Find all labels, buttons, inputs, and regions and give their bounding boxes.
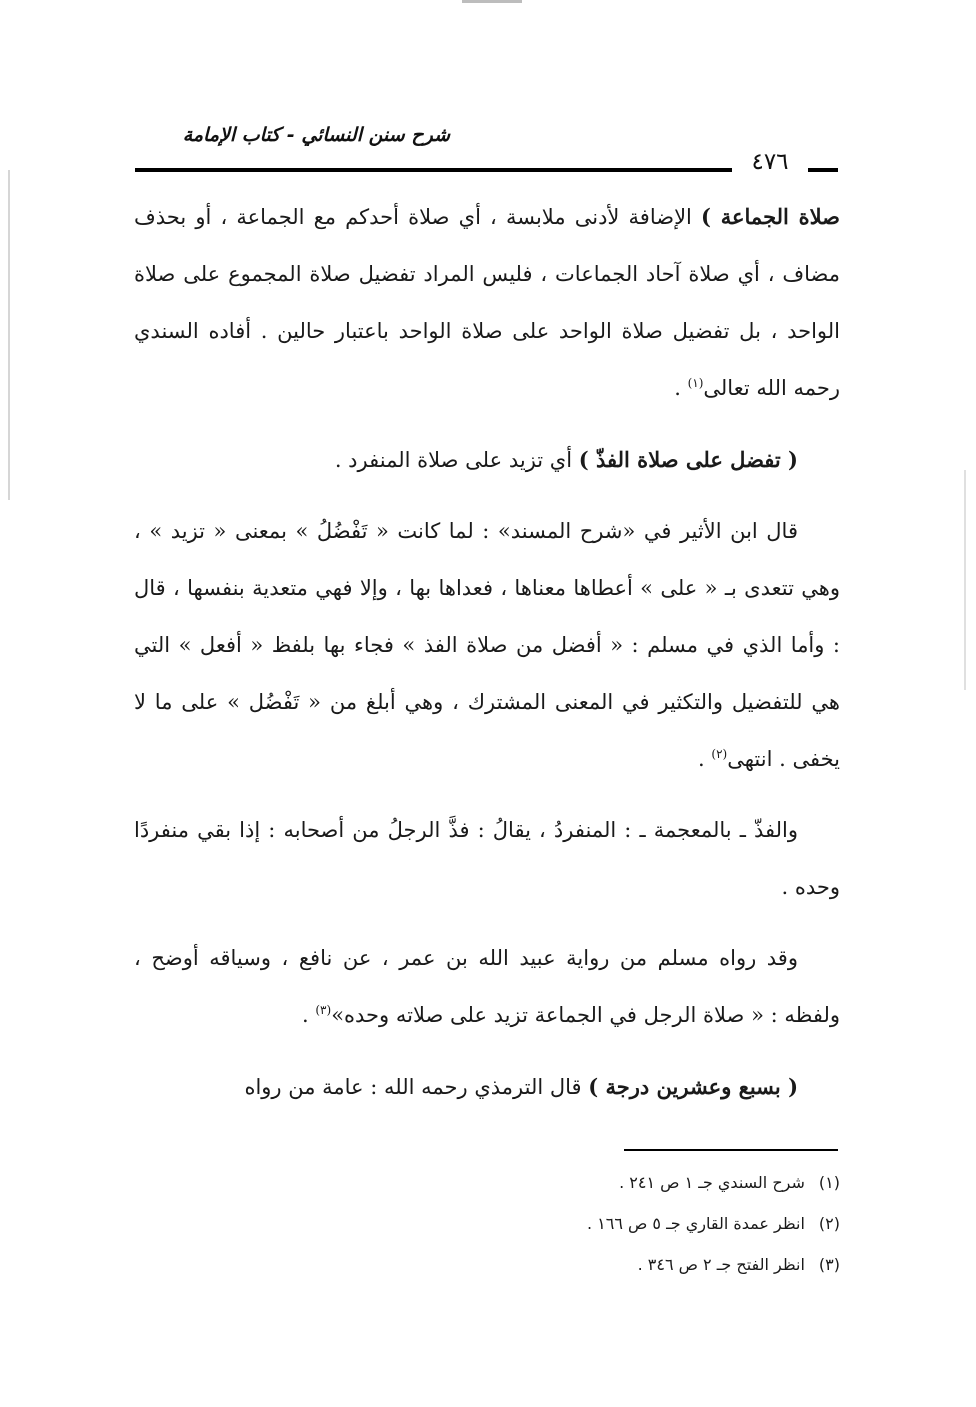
footnotes: [300, 1162, 840, 1285]
page-number: ٤٧٦: [751, 149, 789, 175]
scan-artifact-left-edge: [8, 170, 10, 500]
paragraph-6: [134, 1058, 840, 1116]
footnote-1-text: شرح السندي جـ ١ ص ٢٤١ .: [619, 1173, 805, 1192]
footnote-1-number: (١): [818, 1173, 840, 1192]
footnote-ref-1[interactable]: (١): [687, 376, 704, 390]
footnote-ref-3[interactable]: (٣): [315, 1003, 332, 1017]
header-rule: [135, 168, 732, 172]
scan-artifact-right-edge: [964, 470, 966, 690]
footnote-2-number: (٢): [818, 1214, 840, 1233]
footnote-3-number: (٣): [818, 1255, 840, 1274]
footnote-2-text: انظر عمدة القاري جـ ٥ ص ١٦٦ .: [586, 1214, 805, 1233]
footnote-separator: [624, 1149, 838, 1151]
paragraph-3-tail: .: [698, 747, 712, 771]
main-text: [134, 188, 840, 1116]
paragraph-2-text: أي تزيد على صلاة المنفرد .: [334, 448, 579, 472]
paragraph-1-text: الإضافة لأدنى ملابسة ، أي صلاة أحدكم مع الجماعة ، أو بحذف مضاف ، أي صلاة آحاد الجماعات ، فليس المراد تفضيل صلاة المجموع على صلاة الواحد ، بل تفضيل صلاة الواحد على صلاة الواحد باعتبار حالين . أفاده السندي رحمه الله تعالى: [134, 205, 840, 400]
paragraph-5-tail: .: [302, 1003, 316, 1027]
paragraph-5-text: وقد رواه مسلم من رواية عبيد الله بن عمر ، عن نافع ، وسياقه أوضح ، ولفظه : « صلاة الرجل في الجماعة تزيد على صلاته وحده»: [134, 946, 840, 1027]
paragraph-6-text: قال الترمذي رحمه الله : عامة من رواه: [244, 1075, 589, 1099]
paragraph-3-text: قال ابن الأثير في «شرح المسند» : لما كانت « تَفْضُلُ » بمعنى « تزيد » ، وهي تتعدى بـ « على » أعطاها معناها ، فعداها بها ، وإلا فهي متعدية بنفسها ، قال : وأما الذي في مسلم : « أفضل من صلاة الفذ » فجاء بها بلفظ « أفعل » التي هي للتفضيل والتكثير في المعنى المشترك ، وهي أبلغ من « تَفْضُل » على ما لا يخفى . انتهى: [134, 519, 840, 771]
paragraph-1-bold-lead: صلاة الجماعة ): [701, 204, 840, 229]
scan-artifact-top: [462, 0, 522, 3]
paragraph-6-bold-lead: ( بسبع وعشرين درجة ): [588, 1074, 798, 1099]
paragraph-4-text: والفذّ ـ بالمعجمة ـ : المنفردُ ، يقالُ : فذَّ الرجلُ من أصحابه : إذا بقي منفردًا وحده .: [134, 818, 840, 899]
footnote-3-text: انظر الفتح جـ ٢ ص ٣٤٦ .: [637, 1255, 805, 1274]
running-header-title: شرح سنن النسائي - كتاب الإمامة: [182, 124, 450, 146]
header-dash: [808, 168, 838, 172]
footnote-3: [300, 1244, 840, 1285]
paragraph-1: [134, 188, 840, 417]
paragraph-5: [134, 930, 840, 1044]
footnote-1: [300, 1162, 840, 1203]
footnote-2: [300, 1203, 840, 1244]
paragraph-2: [134, 431, 840, 489]
paragraph-2-bold-lead: ( تفضل على صلاة الفذّ ): [578, 447, 798, 472]
paragraph-4: [134, 802, 840, 916]
paragraph-3: [134, 503, 840, 788]
paragraph-1-tail: .: [674, 376, 688, 400]
footnote-ref-2[interactable]: (٢): [711, 747, 728, 761]
